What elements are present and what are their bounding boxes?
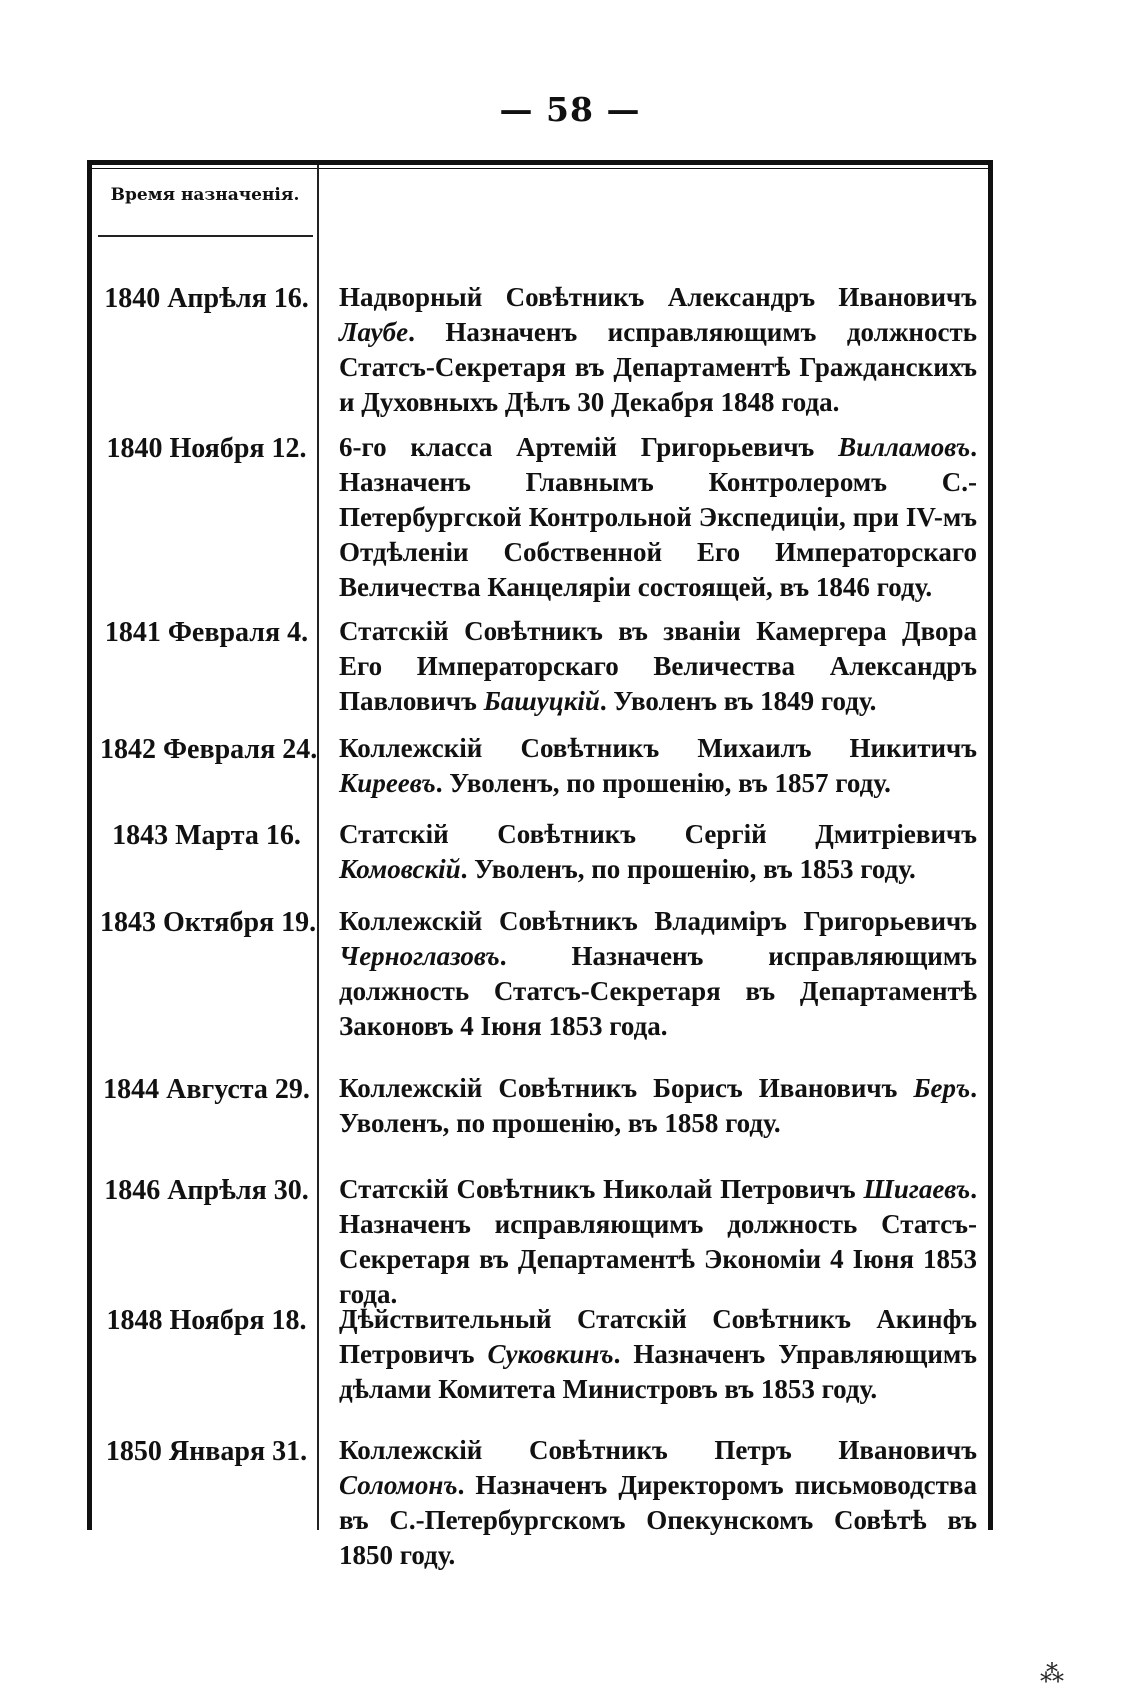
entry-text: Коллежскій Совѣтникъ Петръ Ивановичъ Соломонъ. Назначенъ Директоромъ письмоводства въ С.-Петербургскомъ Опекунскомъ Совѣтѣ въ 1850 году. — [339, 1435, 977, 1570]
entry-date: 1840 Ноября 12. — [106, 433, 307, 464]
entry-date: 1848 Ноября 18. — [106, 1305, 307, 1336]
entry-date: 1840 Апрѣля 16. — [104, 283, 309, 314]
entry-text: Коллежскій Совѣтникъ Владиміръ Григорьевичъ Черноглазовъ. Назначенъ исправляющимъ должность Статсъ-Секретаря въ Департаментѣ Законовъ 4 Іюня 1853 года. — [339, 906, 977, 1041]
entry-text: Статскій Совѣтникъ Сергій Дмитріевичъ Комовскій. Уволенъ, по прошенію, въ 1853 году. — [339, 819, 977, 884]
entry-date: 1850 Января 31. — [105, 1436, 308, 1467]
entry-text: Статскій Совѣтникъ въ званіи Камергера Двора Его Императорскаго Величества Александръ Павловичъ Башуцкій. Уволенъ въ 1849 году. — [339, 616, 977, 716]
entry-name: Суковкинъ — [487, 1339, 614, 1369]
page-number: — 58 — — [499, 90, 641, 129]
entry-text: Коллежскій Совѣтникъ Михаилъ Никитичъ Киреевъ. Уволенъ, по прошенію, въ 1857 году. — [339, 733, 977, 798]
entry-name: Черноглазовъ — [339, 941, 500, 971]
entry-text: Статскій Совѣтникъ Николай Петровичъ Шигаевъ. Назначенъ исправляющимъ должность Статсъ-Секретаря въ Департаментѣ Экономіи 4 Іюня 1853 года. — [339, 1174, 977, 1309]
table-left-border — [87, 160, 92, 1530]
entry-name: Лаубе — [339, 317, 409, 347]
entry-name: Шигаевъ — [863, 1174, 971, 1204]
entry-text: Коллежскій Совѣтникъ Борисъ Ивановичъ Беръ. Уволенъ, по прошенію, въ 1858 году. — [339, 1073, 977, 1138]
header-rule — [98, 235, 313, 237]
printer-ornament-icon: ⁂ — [1040, 1660, 1064, 1688]
entry-name: Киреевъ — [339, 768, 436, 798]
entry-name: Соломонъ — [339, 1470, 458, 1500]
entry-date: 1846 Апрѣля 30. — [104, 1175, 309, 1206]
entry-name: Беръ — [913, 1073, 971, 1103]
entry-name: Вилламовъ — [838, 432, 971, 462]
entry-text: 6-го класса Артемій Григорьевичъ Вилламовъ. Назначенъ Главнымъ Контролеромъ С.-Петербургской Контрольной Экспедиціи, при IV-мъ Отдѣленіи Собственной Его Императорскаго Величества Канцеляріи состоящей, въ 1846 году. — [339, 432, 977, 602]
entry-date: 1843 Октября 19. — [100, 907, 317, 938]
entry-date: 1842 Февраля 24. — [100, 734, 318, 765]
entry-date: 1841 Февраля 4. — [104, 617, 309, 648]
date-column-header: Время назначенія. — [110, 185, 300, 205]
table-top-border-thin — [87, 168, 993, 169]
column-divider — [317, 165, 319, 1530]
entry-text: Надворный Совѣтникъ Александръ Ивановичъ Лаубе. Назначенъ исправляющимъ должность Статсъ-Секретаря въ Департаментѣ Гражданскихъ и Духовныхъ Дѣлъ 30 Декабря 1848 года. — [339, 282, 977, 417]
table-right-border — [988, 160, 993, 1530]
entry-date: 1843 Марта 16. — [112, 820, 301, 851]
entry-name: Комовскій — [339, 854, 461, 884]
entry-text: Дѣйствительный Статскій Совѣтникъ Акинфъ Петровичъ Суковкинъ. Назначенъ Управляющимъ дѣлами Комитета Министровъ въ 1853 году. — [339, 1304, 978, 1404]
table-top-border — [87, 160, 993, 165]
entry-name: Башуцкій — [483, 686, 600, 716]
entry-date: 1844 Августа 29. — [103, 1074, 310, 1105]
